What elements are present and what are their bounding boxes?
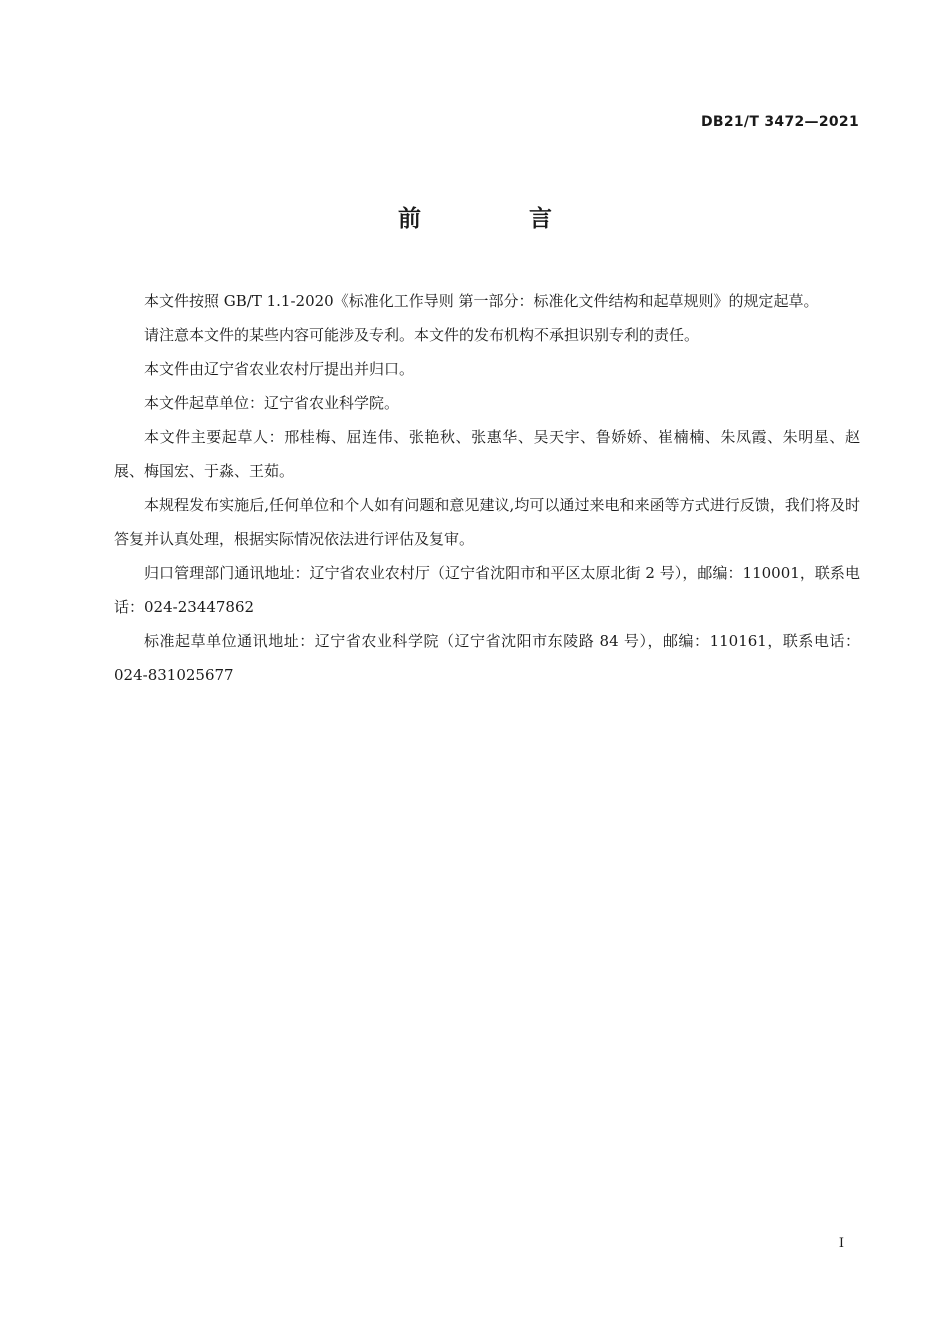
paragraph-proposer: 本文件由辽宁省农业农村厅提出并归口。 — [144, 360, 415, 378]
paragraph-drafting-unit: 本文件起草单位：辽宁省农业科学院。 — [144, 394, 400, 412]
page-number: I — [838, 1236, 844, 1251]
document-code: DB21/T 3472—2021 — [700, 114, 859, 130]
paragraph-drafters: 本文件主要起草人：邢桂梅、屈连伟、张艳秋、张惠华、吴天宇、鲁娇娇、崔楠楠、朱凤霞、朱明星、赵展、梅国宏、于淼、王茹。 — [114, 428, 860, 480]
paragraph-patent-notice: 请注意本文件的某些内容可能涉及专利。本文件的发布机构不承担识别专利的责任。 — [144, 326, 700, 344]
paragraph-authority-address: 归口管理部门通讯地址：辽宁省农业农村厅（辽宁省沈阳市和平区太原北街 2 号），邮编：110001，联系电话：024-23447862 — [114, 564, 860, 616]
page-title: 前 言 — [397, 206, 602, 232]
paragraph-drafting-unit-address: 标准起草单位通讯地址：辽宁省农业科学院（辽宁省沈阳市东陵路 84 号），邮编：110161，联系电话：024-831025677 — [114, 632, 860, 684]
paragraph-feedback: 本规程发布实施后,任何单位和个人如有问题和意见建议,均可以通过来电和来函等方式进行反馈，我们将及时答复并认真处理，根据实际情况依法进行评估及复审。 — [114, 496, 860, 548]
paragraph-drafting-rules: 本文件按照 GB/T 1.1-2020《标准化工作导则 第一部分：标准化文件结构和起草规则》的规定起草。 — [144, 292, 819, 310]
foreword-body — [114, 284, 860, 692]
